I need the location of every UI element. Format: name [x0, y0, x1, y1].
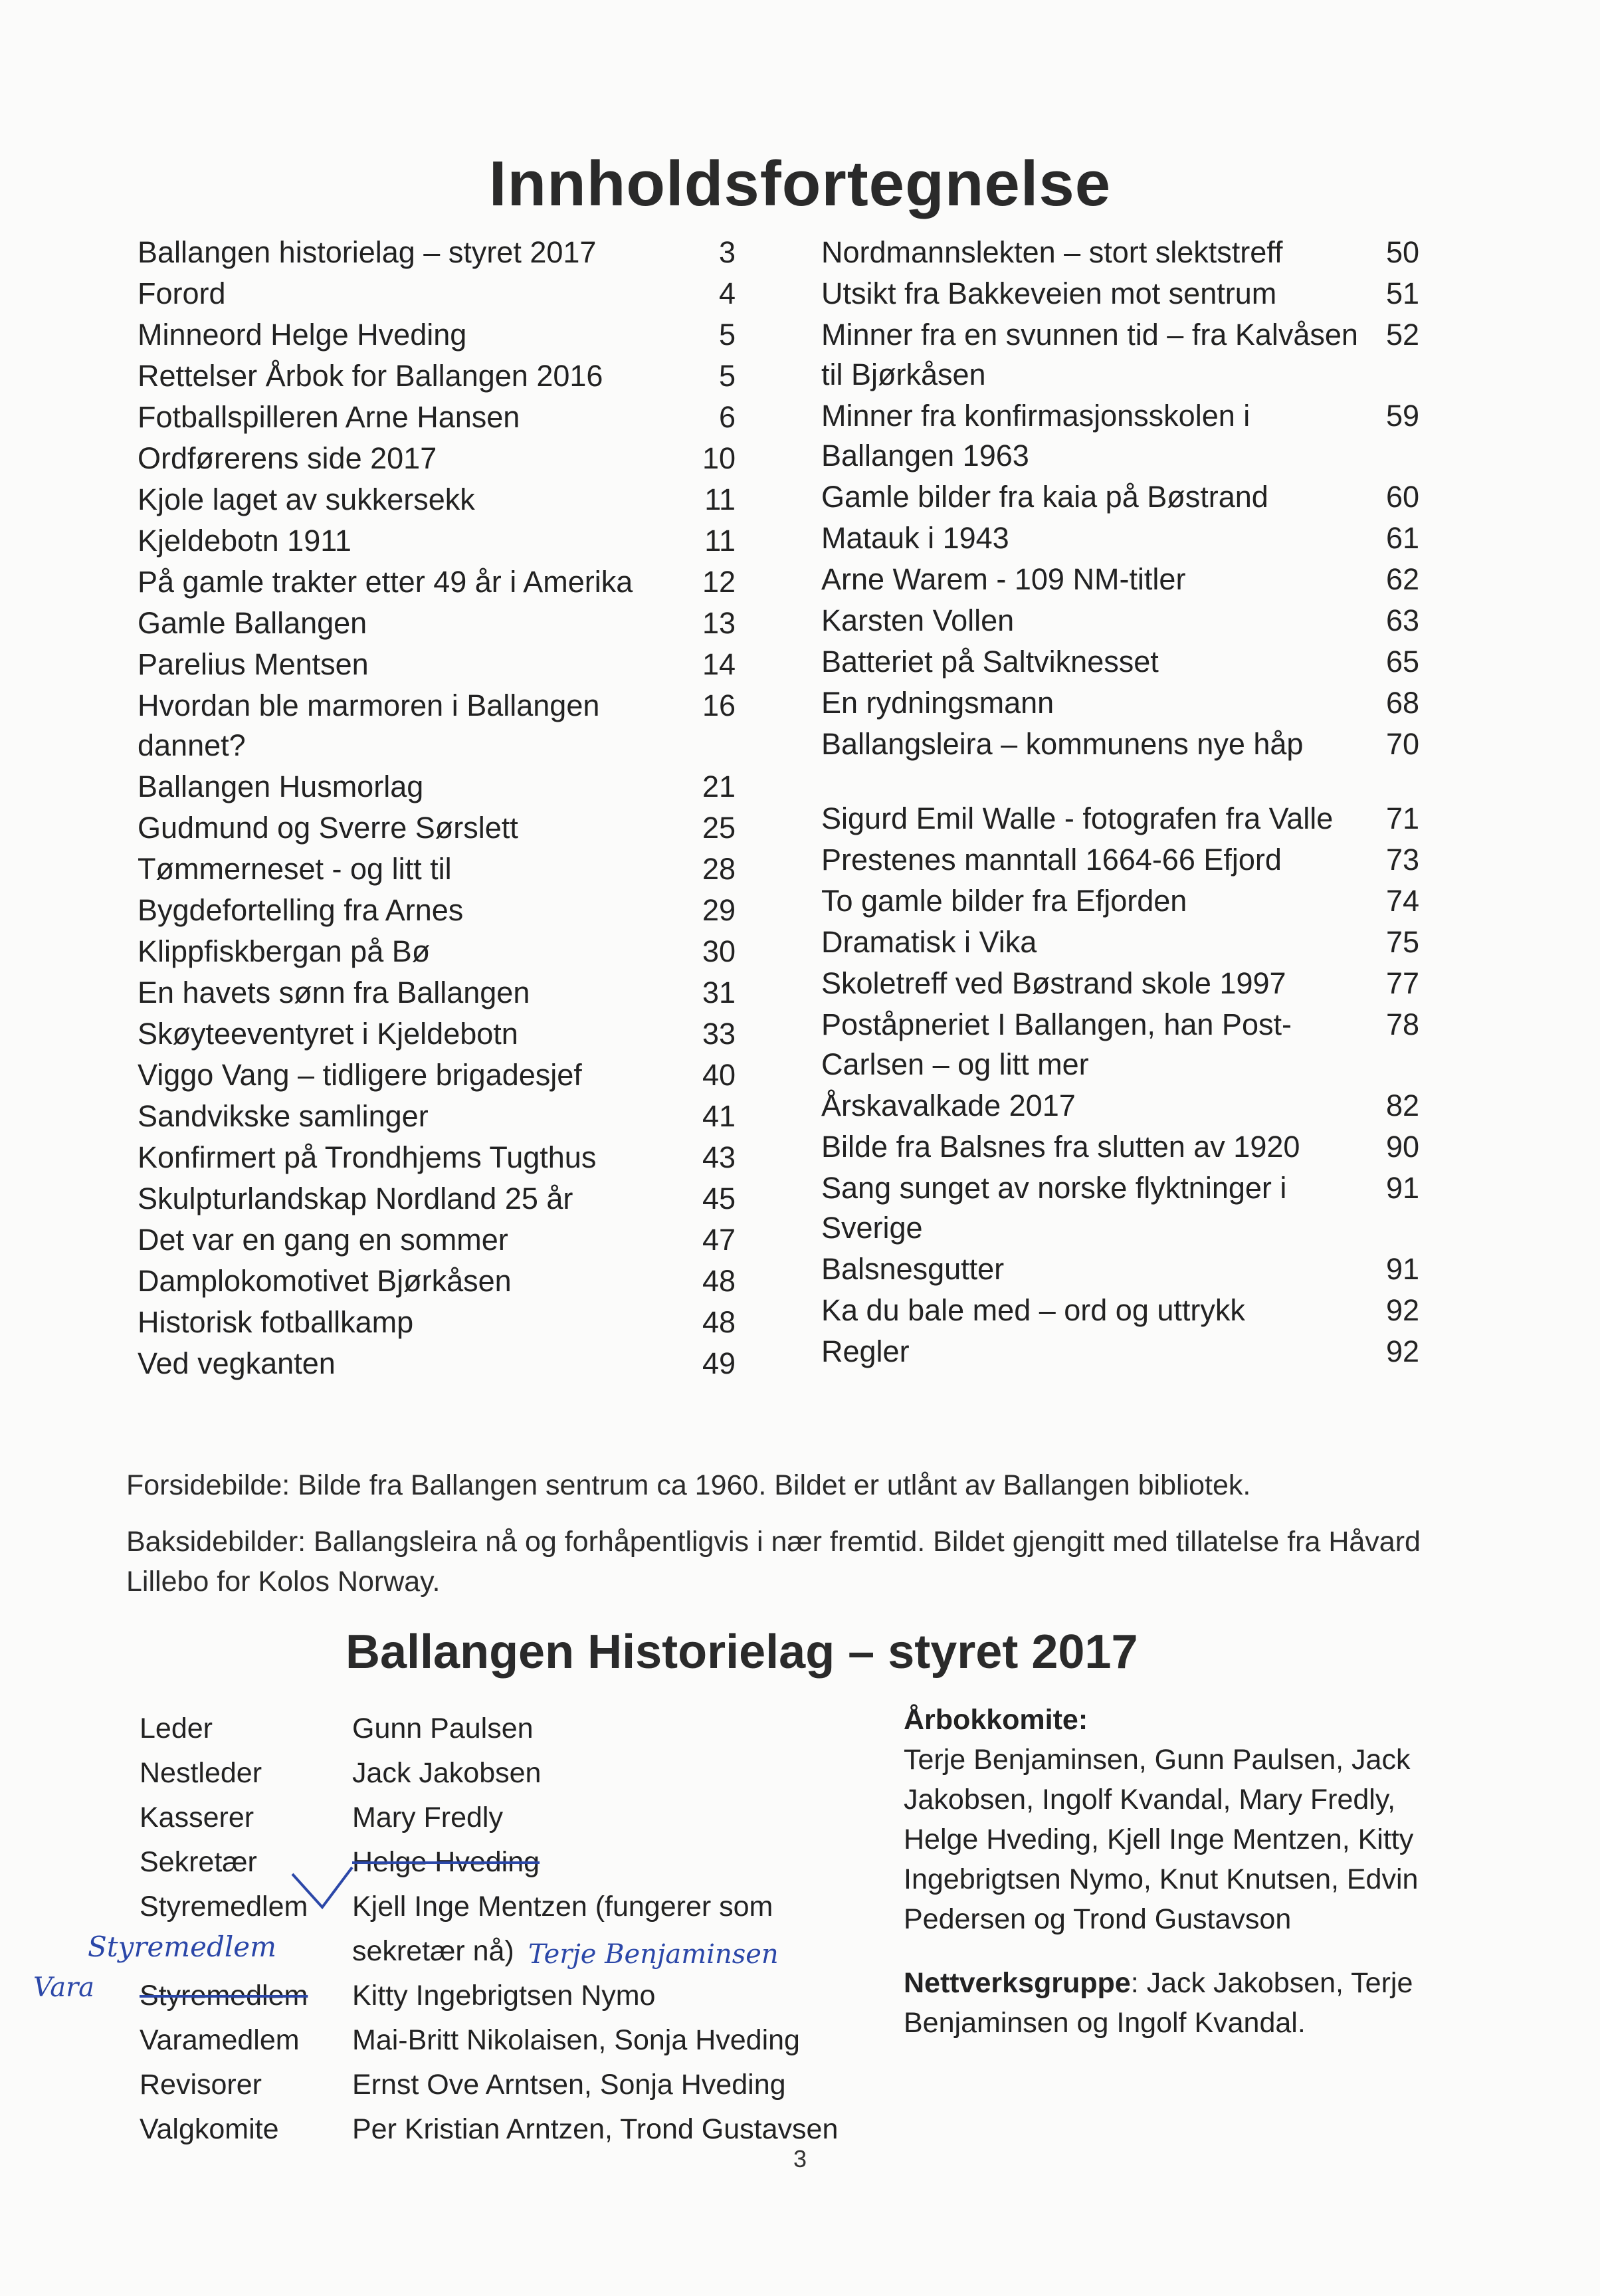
toc-entry-page: 48	[702, 1305, 736, 1339]
toc-entry-title: Sang sunget av norske flyktninger i Sverige	[821, 1171, 1287, 1245]
board-member: Kitty Ingebrigtsen Nymo	[352, 1980, 656, 2012]
toc-entry-page: 28	[702, 852, 736, 886]
handwritten-vara: Vara	[33, 1972, 95, 2003]
board-member: Per Kristian Arntzen, Trond Gustavsen	[352, 2113, 839, 2145]
toc-entry-title: Skulpturlandskap Nordland 25 år	[138, 1182, 573, 1215]
toc-entry-page: 40	[702, 1058, 736, 1092]
toc-entry-page: 63	[1385, 603, 1419, 637]
toc-entry	[821, 840, 1419, 880]
toc-right-column	[821, 233, 1419, 1373]
toc-entry-page: 51	[1385, 276, 1419, 310]
toc-entry-page: 6	[718, 400, 736, 434]
toc-entry-title: Ka du bale med – ord og uttrykk	[821, 1293, 1245, 1327]
toc-entry	[138, 808, 736, 848]
toc-entry-title: Minneord Helge Hveding	[138, 318, 467, 352]
board-title: Ballangen Historielag – styret 2017	[346, 1625, 1138, 1679]
toc-entry	[138, 1096, 736, 1136]
toc-entry-page: 31	[702, 976, 736, 1009]
board-role: Kasserer	[140, 1802, 254, 1833]
toc-entry	[821, 315, 1419, 395]
board-role: Styremedlem	[140, 1980, 308, 2012]
board-role: Leder	[140, 1713, 213, 1744]
toc-entry	[821, 683, 1419, 723]
board-member: Mai-Britt Nikolaisen, Sonja Hveding	[352, 2024, 800, 2056]
toc-entry	[821, 799, 1419, 839]
toc-entry-title: Det var en gang en sommer	[138, 1223, 508, 1257]
toc-entry-page: 62	[1385, 562, 1419, 596]
toc-entry-title: Kjeldebotn 1911	[138, 524, 351, 558]
toc-entry	[138, 1138, 736, 1178]
toc-entry	[821, 724, 1419, 764]
cover-back-note: Baksidebilder: Ballangsleira nå og forhåpentligvis i nær fremtid. Bildet gjengitt med tillatelse fra Håvard Lillebo for Kolos Norway.	[126, 1526, 1421, 1598]
toc-entry-title: Konfirmert på Trondhjems Tugthus	[138, 1140, 597, 1174]
board-role: Sekretær	[140, 1846, 257, 1878]
toc-entry-title: Parelius Mentsen	[138, 647, 369, 681]
board-role: Nestleder	[140, 1757, 262, 1789]
toc-entry	[138, 767, 736, 807]
board-row	[140, 1707, 884, 1751]
board-row	[140, 1796, 884, 1840]
toc-entry	[821, 1086, 1419, 1126]
toc-entry-page: 90	[1385, 1130, 1419, 1164]
toc-entry-title: Gudmund og Sverre Sørslett	[138, 811, 518, 845]
toc-entry-title: Skøyteeventyret i Kjeldebotn	[138, 1017, 518, 1051]
toc-entry-page: 75	[1385, 925, 1419, 959]
board-row	[140, 2018, 884, 2063]
toc-entry	[138, 890, 736, 930]
toc-entry-page: 16	[702, 688, 736, 722]
board-role: Varamedlem	[140, 2024, 300, 2056]
toc-entry	[138, 686, 736, 766]
toc-entry-page: 60	[1385, 480, 1419, 514]
toc-entry-title: Historisk fotballkamp	[138, 1305, 414, 1339]
toc-entry-page: 11	[704, 524, 736, 558]
page-number: 3	[793, 2145, 807, 2172]
toc-entry	[821, 601, 1419, 641]
toc-entry-page: 30	[702, 934, 736, 968]
board-member: Jack Jakobsen	[352, 1757, 542, 1789]
handwritten-styremedlem: Styremedlem	[88, 1931, 276, 1963]
toc-entry-title: Utsikt fra Bakkeveien mot sentrum	[821, 276, 1277, 310]
toc-entry	[138, 233, 736, 272]
toc-entry-page: 14	[702, 647, 736, 681]
toc-entry-page: 71	[1385, 801, 1419, 835]
toc-entry-page: 47	[702, 1223, 736, 1257]
handwritten-arrow	[286, 1861, 359, 1921]
toc-entry-page: 91	[1385, 1252, 1419, 1286]
board-row	[140, 1751, 884, 1796]
arbokkomite-heading: Årbokkomite:	[904, 1704, 1088, 1736]
board-role: Valgkomite	[140, 2113, 279, 2145]
toc-entry-page: 48	[702, 1264, 736, 1298]
toc-entry	[821, 518, 1419, 558]
toc-entry-title: En rydningsmann	[821, 686, 1054, 720]
toc-entry-page: 92	[1385, 1334, 1419, 1368]
arbokkomite-text: Terje Benjaminsen, Gunn Paulsen, Jack Jakobsen, Ingolf Kvandal, Mary Fredly, Helge Hveding, Kjell Inge Mentzen, Kitty Ingebrigtsen Nymo, Knut Knutsen, Edvin Pedersen og Trond Gustavson	[904, 1744, 1419, 1935]
toc-entry-page: 49	[702, 1346, 736, 1380]
toc-entry	[138, 1344, 736, 1384]
toc-entry-title: Balsnesgutter	[821, 1252, 1005, 1286]
toc-entry	[821, 560, 1419, 599]
toc-entry-title: Batteriet på Saltviknesset	[821, 645, 1159, 678]
toc-entry	[821, 396, 1419, 476]
toc-entry-page: 73	[1385, 843, 1419, 877]
toc-entry-page: 41	[702, 1099, 736, 1133]
cover-front-note: Forsidebilde: Bilde fra Ballangen sentrum ca 1960. Bildet er utlånt av Ballangen bibliotek.	[126, 1469, 1251, 1501]
toc-entry-title: Sigurd Emil Walle - fotografen fra Valle	[821, 801, 1334, 835]
toc-entry	[821, 1332, 1419, 1372]
board-member: Ernst Ove Arntsen, Sonja Hveding	[352, 2069, 786, 2101]
toc-entry-page: 3	[718, 235, 736, 269]
toc-entry-title: Gamle bilder fra kaia på Bøstrand	[821, 480, 1268, 514]
toc-entry-page: 21	[702, 770, 736, 803]
toc-entry-page: 74	[1385, 884, 1419, 918]
arbokkomite-block	[904, 1700, 1468, 2043]
handwritten-terje: Terje Benjaminsen	[528, 1939, 779, 1970]
toc-entry	[138, 562, 736, 602]
toc-entry	[821, 477, 1419, 517]
board-row	[140, 1840, 884, 1885]
toc-entry-title: Prestenes manntall 1664-66 Efjord	[821, 843, 1282, 877]
toc-entry-page: 29	[702, 893, 736, 927]
toc-entry-page: 92	[1385, 1293, 1419, 1327]
toc-entry-title: Klippfiskbergan på Bø	[138, 934, 431, 968]
toc-entry-title: Kjole laget av sukkersekk	[138, 482, 475, 516]
toc-entry	[138, 1179, 736, 1219]
nettverk-text: : Jack Jakobsen, Terje Benjaminsen og Ingolf Kvandal.	[904, 1967, 1413, 2039]
toc-entry-page: 61	[1385, 521, 1419, 555]
toc-entry-page: 78	[1385, 1007, 1419, 1041]
board-member: Gunn Paulsen	[352, 1713, 534, 1744]
toc-entry-page: 59	[1385, 399, 1419, 433]
toc-entry	[821, 922, 1419, 962]
toc-entry-title: Fotballspilleren Arne Hansen	[138, 400, 520, 434]
toc-entry-title: Damplokomotivet Bjørkåsen	[138, 1264, 512, 1298]
board-row	[140, 1974, 884, 2018]
toc-entry-title: Minner fra konfirmasjonsskolen i Ballangen 1963	[821, 399, 1250, 472]
toc-entry-page: 25	[702, 811, 736, 845]
toc-entry	[821, 233, 1419, 272]
toc-entry-title: Forord	[138, 276, 226, 310]
toc-entry-title: Regler	[821, 1334, 910, 1368]
toc-entry-page: 10	[702, 441, 736, 475]
toc-entry-page: 91	[1385, 1171, 1419, 1205]
toc-entry	[138, 397, 736, 437]
board-role: Styremedlem	[140, 1891, 308, 1923]
toc-entry	[821, 881, 1419, 921]
toc-entry	[821, 1168, 1419, 1248]
toc-entry-title: Nordmannslekten – stort slektstreff	[821, 235, 1283, 269]
toc-entry	[138, 1055, 736, 1095]
toc-entry-page: 11	[704, 482, 736, 516]
toc-entry-title: Minner fra en svunnen tid – fra Kalvåsen til Bjørkåsen	[821, 318, 1358, 391]
toc-entry	[821, 1291, 1419, 1330]
toc-entry-page: 5	[718, 359, 736, 393]
board-role: Revisorer	[140, 2069, 262, 2101]
toc-entry-title: Ved vegkanten	[138, 1346, 336, 1380]
toc-entry	[821, 274, 1419, 314]
toc-entry-page: 65	[1385, 645, 1419, 678]
toc-entry-title: Ballangen Husmorlag	[138, 770, 424, 803]
board-member: Mary Fredly	[352, 1802, 503, 1833]
toc-entry-title: Bygdefortelling fra Arnes	[138, 893, 464, 927]
toc-entry	[138, 521, 736, 561]
page-title: Innholdsfortegnelse	[488, 148, 1112, 219]
nettverk-heading: Nettverksgruppe	[904, 1967, 1131, 1999]
nettverk-block	[904, 1963, 1468, 2043]
toc-entry	[138, 932, 736, 972]
toc-entry-page: 77	[1385, 966, 1419, 1000]
toc-entry-title: Hvordan ble marmoren i Ballangen dannet?	[138, 688, 600, 762]
toc-entry	[138, 1220, 736, 1260]
toc-entry-title: Ballangen historielag – styret 2017	[138, 235, 597, 269]
toc-entry-title: Poståpneriet I Ballangen, han Post-Carlsen – og litt mer	[821, 1007, 1292, 1081]
board-row	[140, 2063, 884, 2107]
toc-entry-title: Sandvikske samlinger	[138, 1099, 429, 1133]
toc-entry-title: Tømmerneset - og litt til	[138, 852, 452, 886]
toc-entry-title: En havets sønn fra Ballangen	[138, 976, 530, 1009]
toc-entry-title: Gamle Ballangen	[138, 606, 367, 640]
toc-entry	[138, 480, 736, 520]
toc-entry-title: Ballangsleira – kommunens nye håp	[821, 727, 1304, 761]
toc-entry-title: På gamle trakter etter 49 år i Amerika	[138, 565, 633, 599]
toc-entry	[138, 849, 736, 889]
toc-entry-title: Skoletreff ved Bøstrand skole 1997	[821, 966, 1286, 1000]
board-member: Kjell Inge Mentzen (fungerer som sekretær nå)	[352, 1891, 773, 1967]
toc-entry-title: Årskavalkade 2017	[821, 1089, 1076, 1122]
toc-entry-page: 13	[702, 606, 736, 640]
toc-left-column	[138, 233, 736, 1385]
toc-entry	[138, 356, 736, 396]
toc-entry	[138, 315, 736, 355]
toc-entry	[821, 964, 1419, 1003]
toc-entry-title: Arne Warem - 109 NM-titler	[821, 562, 1186, 596]
toc-entry	[138, 439, 736, 478]
toc-entry	[138, 274, 736, 314]
toc-entry	[138, 1014, 736, 1054]
toc-entry-page: 5	[718, 318, 736, 352]
toc-entry-title: Bilde fra Balsnes fra slutten av 1920	[821, 1130, 1300, 1164]
toc-entry-page: 43	[702, 1140, 736, 1174]
toc-entry-title: Matauk i 1943	[821, 521, 1009, 555]
toc-entry-title: Karsten Vollen	[821, 603, 1015, 637]
toc-entry	[138, 645, 736, 684]
toc-entry	[821, 642, 1419, 682]
toc-entry	[138, 973, 736, 1013]
toc-entry-page: 12	[702, 565, 736, 599]
toc-entry-page: 45	[702, 1182, 736, 1215]
toc-entry-page: 68	[1385, 686, 1419, 720]
toc-entry-title: To gamle bilder fra Efjorden	[821, 884, 1187, 918]
toc-entry	[138, 1261, 736, 1301]
board-table	[140, 1707, 884, 2152]
toc-entry	[138, 603, 736, 643]
toc-entry-page: 50	[1385, 235, 1419, 269]
toc-entry	[821, 1005, 1419, 1085]
board-member: Helge Hveding	[352, 1846, 540, 1878]
toc-entry-title: Dramatisk i Vika	[821, 925, 1037, 959]
toc-entry-page: 4	[718, 276, 736, 310]
toc-entry-page: 52	[1385, 318, 1419, 352]
toc-entry-page: 82	[1385, 1089, 1419, 1122]
toc-entry-page: 33	[702, 1017, 736, 1051]
toc-entry	[821, 1249, 1419, 1289]
toc-entry	[138, 1303, 736, 1342]
toc-entry	[821, 1127, 1419, 1167]
toc-entry-title: Ordførerens side 2017	[138, 441, 437, 475]
toc-entry-page: 70	[1385, 727, 1419, 761]
toc-entry-title: Rettelser Årbok for Ballangen 2016	[138, 359, 603, 393]
toc-entry-title: Viggo Vang – tidligere brigadesjef	[138, 1058, 582, 1092]
